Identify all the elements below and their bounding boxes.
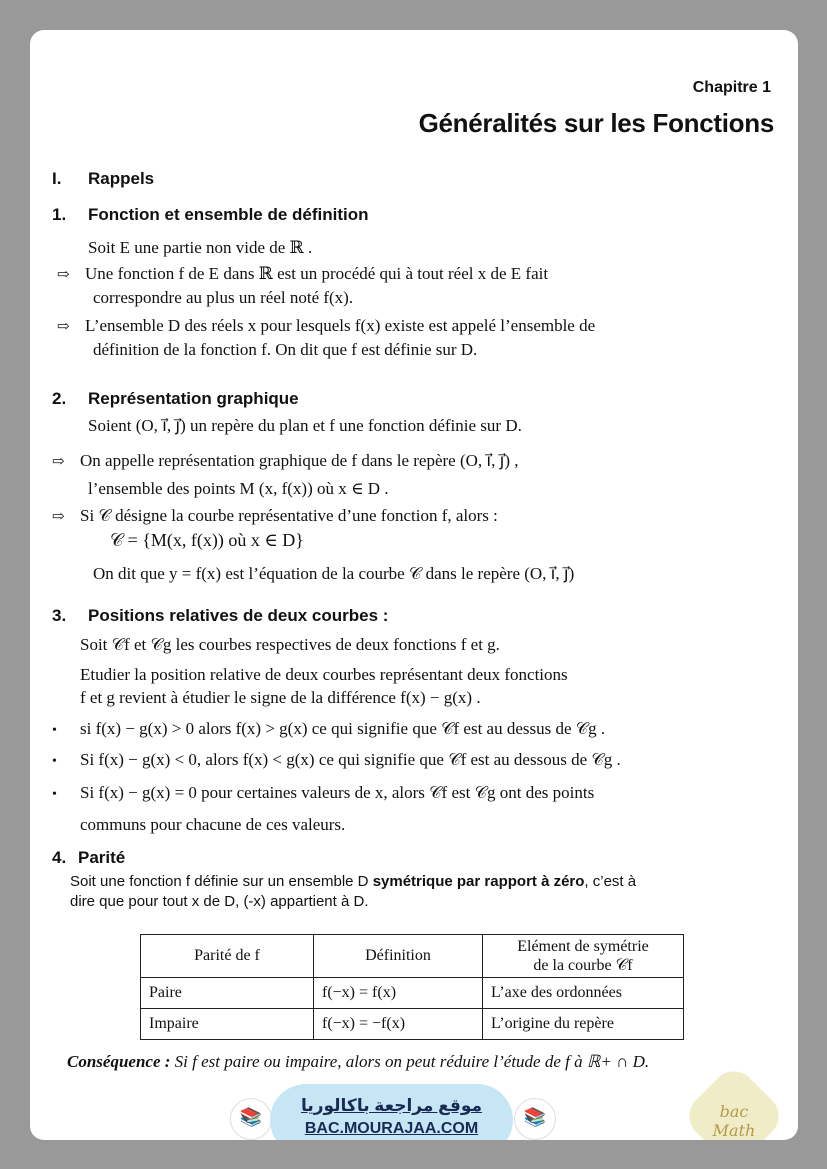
s3-para-1: Etudier la position relative de deux courbes représentant deux fonctions [80,665,568,684]
s2-point-1: ⇨ On appelle représentation graphique de f dans le repère (O, i⃗, j⃗) , [52,451,519,470]
s2-curve-definition: 𝒞 = {M(x, f(x)) où x ∈ D} [110,530,304,550]
bullet-icon: • [52,787,57,802]
s1-point-1: ⇨ Une fonction f de E dans ℝ est un procédé qui à tout réel x de E fait [57,264,549,283]
bullet-icon: • [52,723,57,738]
parity-table [140,934,684,1040]
table-cell: L’axe des ordonnées [483,978,684,1009]
site-logo-left [230,1098,272,1140]
arrow-right-icon: ⇨ [57,267,70,283]
table-header-cell: Définition [314,935,483,978]
s3-para-1-cont: f et g revient à étudier le signe de la différence f(x) − g(x) . [80,688,481,707]
table-row [141,978,684,1009]
s4-para-cont: dire que pour tout x de D, (-x) appartient à D. [70,893,369,910]
table-header-cell: Parité de f [141,935,314,978]
document-page [30,30,798,1140]
section-4-heading: 4. Parité [52,848,126,867]
s2-intro: Soient (O, i⃗, j⃗) un repère du plan et f une fonction définie sur D. [88,416,522,435]
s3-bullet-3: • Si f(x) − g(x) = 0 pour certaines valeurs de x, alors 𝒞f est 𝒞g ont des points [52,783,595,802]
table-cell: f(−x) = f(x) [314,978,483,1009]
s1-intro: Soit E une partie non vide de ℝ . [88,238,313,257]
table-cell: f(−x) = −f(x) [314,1009,483,1040]
s1-point-2-cont: définition de la fonction f. On dit que f est définie sur D. [93,340,478,359]
site-url[interactable]: BAC.MOURAJAA.COM [304,1120,479,1137]
arrow-right-icon: ⇨ [52,454,65,470]
arrow-right-icon: ⇨ [57,319,70,335]
s3-intro: Soit 𝒞f et 𝒞g les courbes respectives de deux fonctions f et g. [80,635,500,654]
table-header-row [141,935,684,978]
s1-point-2: ⇨ L’ensemble D des réels x pour lesquels f(x) existe est appelé l’ensemble de [57,316,596,335]
table-header-cell: Elément de symétrie de la courbe 𝒞f [483,935,684,978]
bac-math-badge-text: bac Math [712,1102,756,1140]
section-2-heading: 2. Représentation graphique [52,389,299,408]
book-icon: 📚 [239,1107,263,1127]
site-name-arabic[interactable]: موقع مراجعة باكالوريا [300,1096,483,1115]
s3-bullet-1: • si f(x) − g(x) > 0 alors f(x) > g(x) ce qui signifie que 𝒞f est au dessus de 𝒞g . [52,719,606,738]
s1-point-1-cont: correspondre au plus un réel noté f(x). [93,288,354,307]
table-cell: Impaire [141,1009,314,1040]
table-cell: Paire [141,978,314,1009]
arrow-right-icon: ⇨ [52,509,65,525]
site-logo-right [514,1098,556,1140]
chapter-title: Généralités sur les Fonctions [418,108,774,138]
consequence-note: Conséquence : Si f est paire ou impaire, alors on peut réduire l’étude de f à ℝ+ ∩ D. [67,1052,650,1071]
section-I-heading: I. Rappels [52,169,155,188]
table-row [141,1009,684,1040]
book-icon: 📚 [523,1107,547,1127]
s3-bullet-2: • Si f(x) − g(x) < 0, alors f(x) < g(x) ce qui signifie que 𝒞f est au dessous de 𝒞g . [52,750,621,769]
bullet-icon: • [52,754,57,769]
s2-point-1-cont: l’ensemble des points M (x, f(x)) où x ∈ D . [88,479,389,498]
table-cell: L’origine du repère [483,1009,684,1040]
chapter-label: Chapitre 1 [692,79,771,96]
section-1-heading: 1. Fonction et ensemble de définition [52,205,369,224]
s2-equation-sentence: On dit que y = f(x) est l’équation de la courbe 𝒞 dans le repère (O, i⃗, j⃗) [93,564,575,583]
s3-bullet-3-cont: communs pour chacune de ces valeurs. [80,815,346,834]
s4-para: Soit une fonction f définie sur un ensemble D symétrique par rapport à zéro, c’est à [70,873,637,890]
section-3-heading: 3. Positions relatives de deux courbes : [52,606,389,625]
s2-point-2: ⇨ Si 𝒞 désigne la courbe représentative d’une fonction f, alors : [52,506,498,525]
site-link-banner[interactable] [270,1084,513,1140]
